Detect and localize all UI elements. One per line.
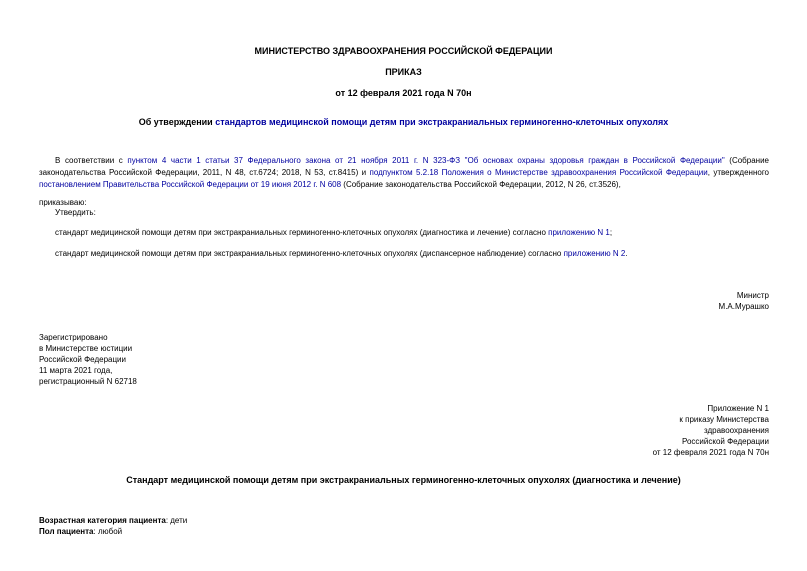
appendix-line-3: здравоохранения [703,426,769,435]
patient-sex-field [39,527,122,537]
signature-block [719,290,769,312]
order-item-1-text: стандарт медицинской помощи детям при экстракраниальных герминогенно-клеточных опухолях (диагностика и лечение) согласно [55,228,549,237]
registration-line-2: в Министерстве юстиции [39,344,133,353]
ministry-heading: МИНИСТЕРСТВО ЗДРАВООХРАНЕНИЯ РОССИЙСКОЙ ФЕДЕРАЦИИ [254,46,553,56]
registration-block [39,332,137,387]
order-title-prefix: Об утверждении [138,117,216,127]
preamble-paragraph [39,155,769,191]
patient-sex-value: : любой [93,527,123,536]
appendix-1-link[interactable]: приложению N 1 [548,228,610,237]
patient-sex-label: Пол пациента [39,527,94,536]
order-date-number: от 12 февраля 2021 года N 70н [335,88,472,98]
appendix-2-link[interactable]: приложению N 2 [563,249,626,258]
doc-type-heading: ПРИКАЗ [385,67,422,77]
signature-position: Министр [736,291,769,300]
registration-line-5: регистрационный N 62718 [39,377,137,386]
patient-age-field [39,516,187,526]
order-item-1 [55,228,769,238]
appendix-line-4: Российской Федерации [682,437,769,446]
appendix-line-1: Приложение N 1 [707,404,769,413]
registration-line-1: Зарегистрировано [39,333,108,342]
standard-title: Стандарт медицинской помощи детям при экстракраниальных герминогенно-клеточных опухолях (диагностика и лечение) [126,475,681,485]
regulation-subpoint-link[interactable]: подпунктом 5.2.18 Положения о Министерстве здравоохранения Российской Федерации [369,168,708,177]
order-item-2-end: . [625,249,628,258]
order-item-1-end: ; [609,228,613,237]
government-decree-link[interactable]: постановлением Правительства Российской Федерации от 19 июня 2012 г. N 608 [39,180,342,189]
order-item-2 [55,249,769,259]
appendix-block [653,403,769,458]
order-command: приказываю: [39,198,87,207]
federal-law-link[interactable]: пунктом 4 части 1 статьи 37 Федерального закона от 21 ноября 2011 г. N 323-ФЗ "Об основах охраны здоровья граждан в Российской Федерации" [127,156,725,165]
order-title [0,117,807,127]
patient-age-value: : дети [165,516,188,525]
appendix-line-5: от 12 февраля 2021 года N 70н [652,448,769,457]
preamble-text-2: (Собрание законодательства Российской Федерации, 2011, N 48, ст.6724; 2018, N 53, ст.8415) и [39,156,769,177]
patient-age-label: Возрастная категория пациента [39,516,166,525]
registration-line-3: Российской Федерации [39,355,126,364]
registration-line-4: 11 марта 2021 года, [39,366,113,375]
appendix-line-2: к приказу Министерства [679,415,769,424]
preamble-text-4: (Собрание законодательства Российской Федерации, 2012, N 26, ст.3526), [341,180,621,189]
signature-name: М.А.Мурашко [718,302,769,311]
preamble-text-1: В соответствии с [55,156,128,165]
order-item-2-text: стандарт медицинской помощи детям при экстракраниальных герминогенно-клеточных опухолях (диспансерное наблюдение) согласно [55,249,564,258]
approve-label: Утвердить: [55,208,96,217]
order-title-link[interactable]: стандартов медицинской помощи детям при экстракраниальных герминогенно-клеточных опухолях [215,117,669,127]
preamble-text-3: , утвержденного [707,168,770,177]
